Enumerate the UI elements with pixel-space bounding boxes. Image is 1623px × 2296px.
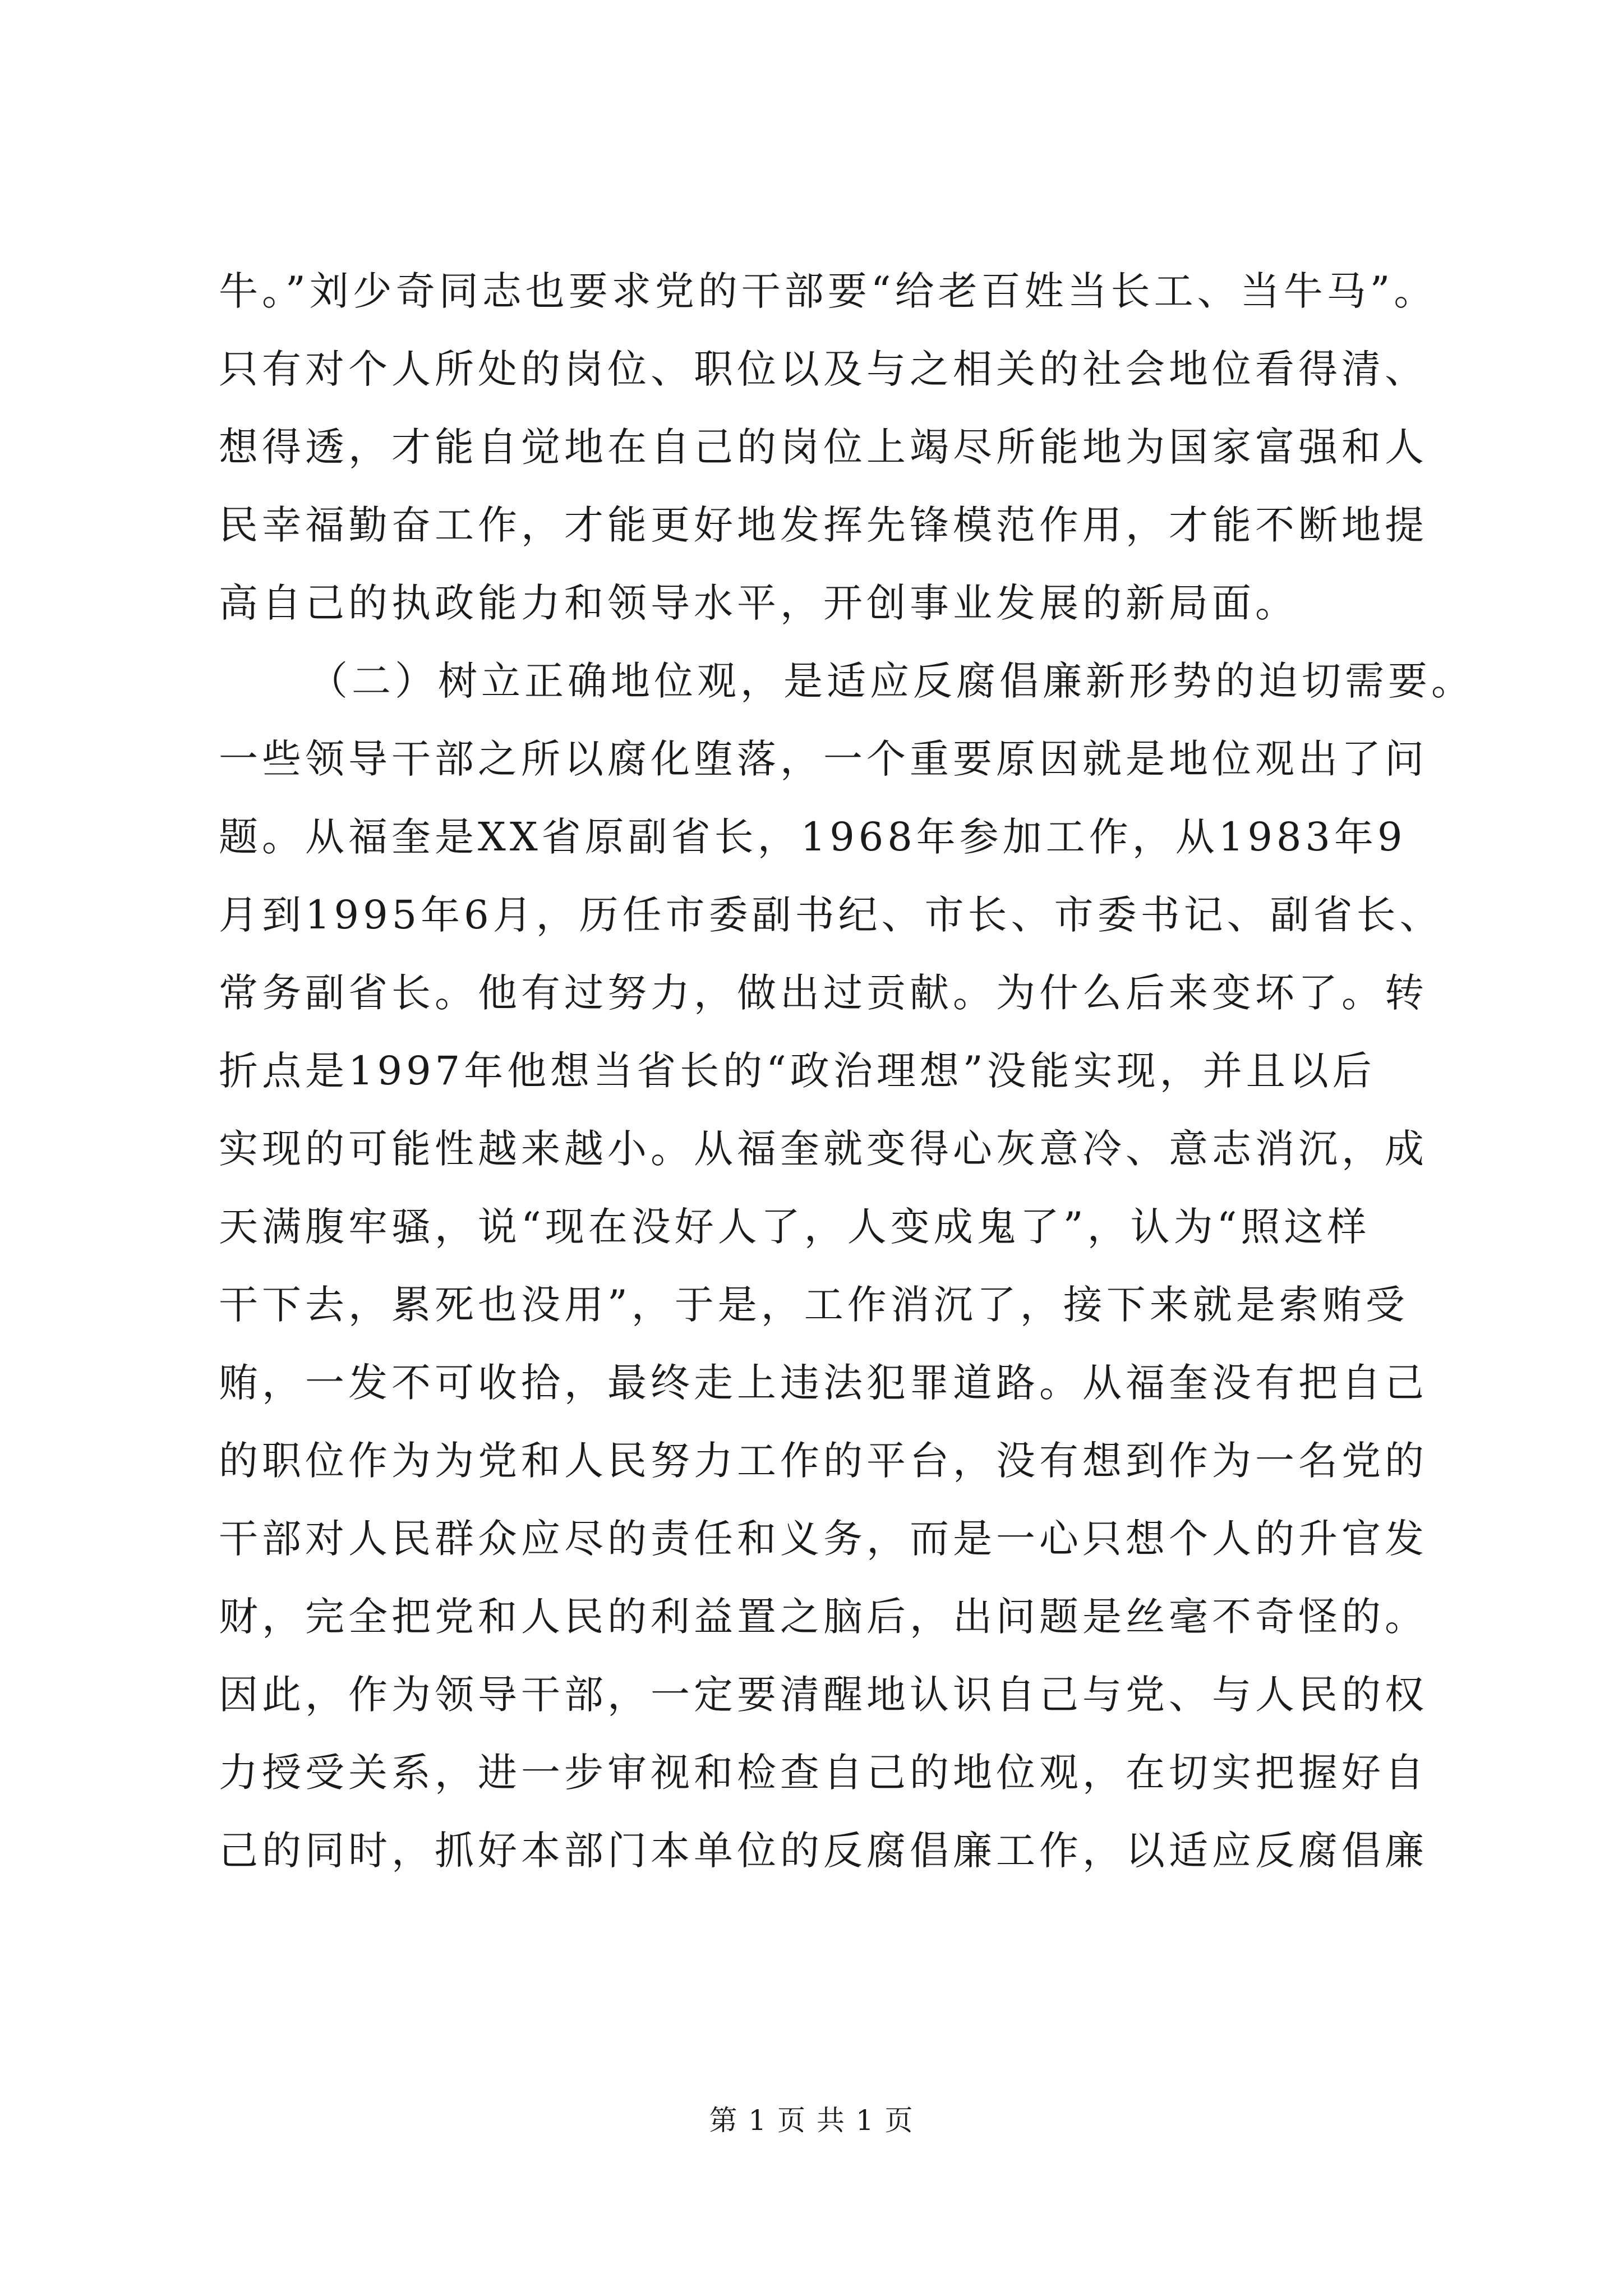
section-heading-line: （二）树立正确地位观，是适应反腐倡廉新形势的迫切需要。 <box>308 658 1474 704</box>
body-text <box>219 252 1474 1890</box>
text-line: 折点是1997年他想当省长的“政治理想”没能实现，并且以后 <box>219 1048 1376 1094</box>
text-line: 牛。”刘少奇同志也要求党的干部要“给老百姓当长工、当牛马”。 <box>219 268 1437 314</box>
text-line: 民幸福勤奋工作，才能更好地发挥先锋模范作用，才能不断地提 <box>219 502 1428 548</box>
text-line: 高自己的执政能力和领导水平，开创事业发展的新局面。 <box>219 580 1298 626</box>
text-line: 一些领导干部之所以腐化堕落，一个重要原因就是地位观出了问 <box>219 736 1428 782</box>
text-line: 的职位作为为党和人民努力工作的平台，没有想到作为一名党的 <box>219 1438 1428 1484</box>
text-line: 财，完全把党和人民的利益置之脑后，出问题是丝毫不奇怪的。 <box>219 1594 1428 1640</box>
text-line: 题。从福奎是XX省原副省长，1968年参加工作，从1983年9 <box>219 814 1407 860</box>
text-line: 月到1995年6月，历任市委副书纪、市长、市委书记、副省长、 <box>219 892 1443 938</box>
text-line: 天满腹牢骚，说“现在没好人了，人变成鬼了”，认为“照这样 <box>219 1204 1371 1250</box>
text-line: 干部对人民群众应尽的责任和义务，而是一心只想个人的升官发 <box>219 1516 1428 1562</box>
text-line: 因此，作为领导干部，一定要清醒地认识自己与党、与人民的权 <box>219 1672 1428 1718</box>
text-line: 实现的可能性越来越小。从福奎就变得心灰意冷、意志消沉，成 <box>219 1126 1428 1172</box>
text-line: 力授受关系，进一步审视和检查自己的地位观，在切实把握好自 <box>219 1750 1428 1796</box>
page-footer <box>0 2104 1623 2137</box>
text-line: 常务副省长。他有过努力，做出过贡献。为什么后来变坏了。转 <box>219 970 1428 1016</box>
text-line: 想得透，才能自觉地在自己的岗位上竭尽所能地为国家富强和人 <box>219 424 1428 470</box>
text-line: 只有对个人所处的岗位、职位以及与之相关的社会地位看得清、 <box>219 346 1428 392</box>
text-line: 贿，一发不可收拾，最终走上违法犯罪道路。从福奎没有把自己 <box>219 1360 1428 1406</box>
text-line: 己的同时，抓好本部门本单位的反腐倡廉工作，以适应反腐倡廉 <box>219 1828 1428 1874</box>
text-line: 干下去，累死也没用”，于是，工作消沉了，接下来就是索贿受 <box>219 1282 1409 1328</box>
page-number-label: 第 1 页 共 1 页 <box>709 2104 914 2137</box>
